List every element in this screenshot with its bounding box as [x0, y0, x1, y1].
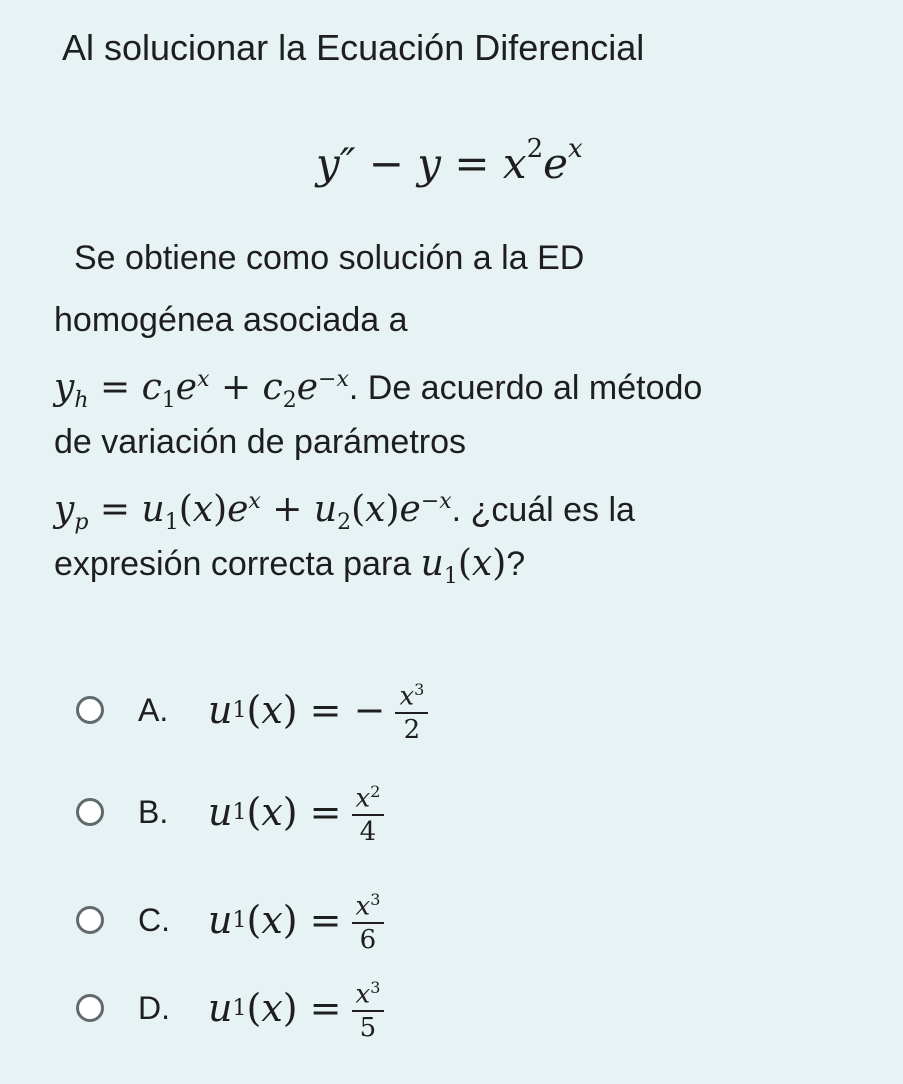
- question-mark: ?: [506, 545, 526, 583]
- para-line-3-text: . De acuerdo al método: [348, 369, 703, 407]
- option-d-num: x: [355, 979, 371, 1010]
- option-b-fraction: [352, 778, 385, 847]
- radio-button-d[interactable]: [76, 994, 104, 1022]
- option-a-fraction: [395, 676, 428, 745]
- question-title: Al solucionar la Ecuación Diferencial: [62, 27, 645, 68]
- option-b-sign: =: [309, 790, 342, 834]
- option-b-num-exp: 2: [370, 781, 381, 801]
- homogeneous-solution: $y_h = c_1e^x + c_2e^{-x}$: [54, 367, 349, 414]
- para-line-5: [54, 482, 635, 543]
- option-b-letter: B.: [138, 793, 169, 830]
- option-c-den: 6: [359, 925, 377, 956]
- radio-button-c[interactable]: [76, 906, 104, 934]
- option-d-letter: D.: [138, 989, 170, 1026]
- para-line-1: Se obtiene como solución a la ED: [74, 239, 585, 277]
- equation-rhs: e: [543, 139, 569, 188]
- option-b-num: x: [355, 783, 371, 814]
- option-c-fraction: [352, 886, 385, 955]
- option-b[interactable]: [76, 781, 384, 848]
- para-line-3: [54, 360, 702, 421]
- equation-rhs-exponent: x: [568, 134, 583, 164]
- radio-button-b[interactable]: [76, 798, 104, 826]
- option-a-letter: A.: [138, 691, 169, 728]
- option-c-sign: =: [309, 898, 342, 942]
- option-d-fraction: [352, 974, 385, 1043]
- option-b-math: u 1 ( x ) = $\frac{x^2}{4}$: [208, 778, 384, 847]
- u1-symbol: $u_1(x)$: [420, 543, 507, 590]
- para-line-4: de variación de parámetros: [54, 423, 467, 461]
- para-line-6: [54, 544, 525, 597]
- option-b-den: 4: [359, 817, 377, 848]
- option-d-sign: =: [309, 986, 342, 1030]
- radio-button-a[interactable]: [76, 696, 104, 724]
- option-c-letter: C.: [138, 901, 170, 938]
- option-a-num-exp: 3: [414, 679, 425, 699]
- equation-exponent: 2: [526, 134, 544, 164]
- para-line-2: homogénea asociada a: [54, 301, 408, 339]
- option-d-math: u 1 ( x ) = $\frac{x^3}{5}$: [208, 974, 384, 1043]
- option-c-num: x: [355, 891, 371, 922]
- differential-equation: [316, 128, 583, 191]
- option-c-math: u 1 ( x ) = $\frac{x^3}{6}$: [208, 886, 384, 955]
- option-d-num-exp: 3: [370, 977, 381, 997]
- option-c[interactable]: [76, 889, 384, 956]
- option-a-num: x: [399, 681, 415, 712]
- para-line-5-text: . ¿cuál es la: [451, 491, 635, 529]
- option-a-math: u 1 ( x ) = − $\frac{x^3}{2}$: [208, 676, 428, 745]
- equation-lhs: y″ − y = x: [316, 139, 527, 188]
- option-d[interactable]: [76, 977, 384, 1044]
- para-line-6-text: expresión correcta para: [54, 545, 412, 583]
- option-d-den: 5: [359, 1013, 377, 1044]
- particular-solution: $y_p = u_1(x)e^x + u_2(x)e^{-x}$: [54, 489, 452, 536]
- option-c-num-exp: 3: [370, 889, 381, 909]
- option-a-sign: = −: [309, 688, 386, 732]
- option-a[interactable]: [76, 679, 428, 746]
- option-a-den: 2: [403, 715, 421, 746]
